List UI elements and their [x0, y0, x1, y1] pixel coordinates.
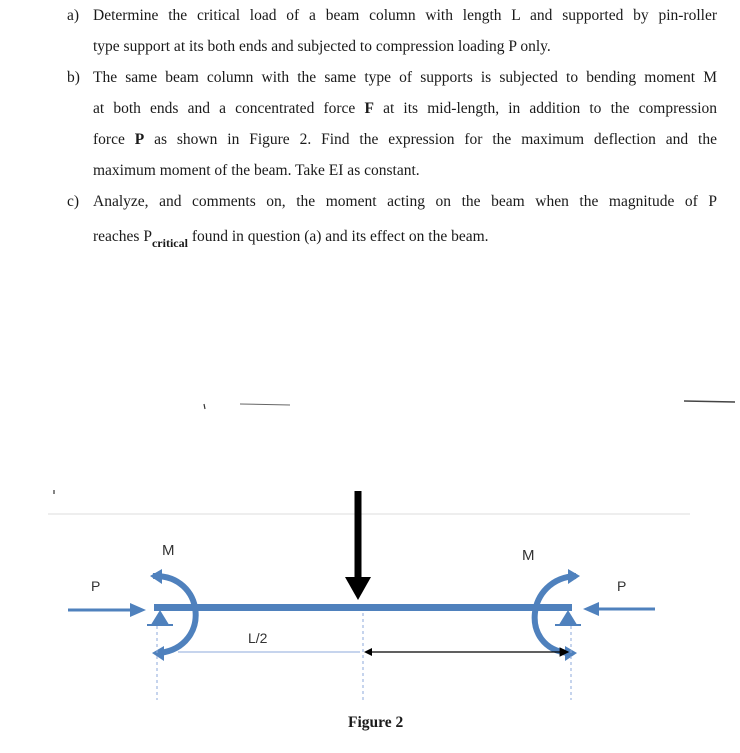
right-half-dimension-arrowhead — [364, 648, 372, 656]
question-b-line-1: The same beam column with the same type of supports is subjected to bending moment M — [93, 69, 717, 86]
question-b-line-2-text: at both ends and a concentrated force — [93, 100, 365, 117]
question-a-label: a) — [67, 7, 80, 24]
left-moment-arrowhead — [152, 646, 164, 661]
figure-caption: Figure 2 — [348, 714, 404, 731]
scan-mark — [204, 404, 205, 409]
question-b-label: b) — [67, 69, 80, 86]
load-f-arrowhead — [345, 577, 371, 600]
question-a-line-1: Determine the critical load of a beam column with length L and supported by pin-roller — [93, 7, 717, 24]
question-b-line-3-text: force — [93, 131, 135, 148]
question-b-line-4: maximum moment of the beam. Take EI as constant. — [93, 162, 420, 179]
question-c-line-2-text-end: found in question (a) and its effect on the beam. — [187, 228, 489, 245]
label-m-left: M — [162, 542, 175, 559]
label-m-right: M — [522, 547, 535, 564]
question-b-line-2-text-end: at its mid-length, in addition to the compression — [373, 100, 718, 117]
force-p-symbol: P — [134, 131, 145, 148]
scan-mark — [684, 401, 735, 402]
scan-mark — [240, 404, 290, 405]
force-f-symbol: F — [364, 100, 374, 117]
label-p-right: P — [617, 578, 627, 594]
question-c-label: c) — [67, 193, 80, 210]
right-roller-support — [560, 611, 576, 624]
right-moment-arrowhead — [568, 569, 580, 584]
label-half-length: L/2 — [248, 630, 268, 646]
label-p-left: P — [91, 578, 101, 594]
critical-subscript: critical — [151, 236, 188, 251]
question-c-line-1: Analyze, and comments on, the moment acting on the beam when the magnitude of P — [93, 193, 717, 210]
left-p-arrowhead — [130, 603, 146, 617]
left-pin-support — [152, 611, 168, 624]
right-p-arrowhead — [583, 602, 599, 616]
question-b-line-3-text-end: as shown in Figure 2. Find the expression for the maximum deflection and the — [144, 131, 717, 148]
question-c-line-2-text: reaches P — [93, 228, 152, 245]
question-a-line-2: type support at its both ends and subjected to compression loading P only. — [93, 38, 551, 55]
left-moment-arrowhead — [150, 569, 162, 584]
beam — [154, 604, 572, 611]
